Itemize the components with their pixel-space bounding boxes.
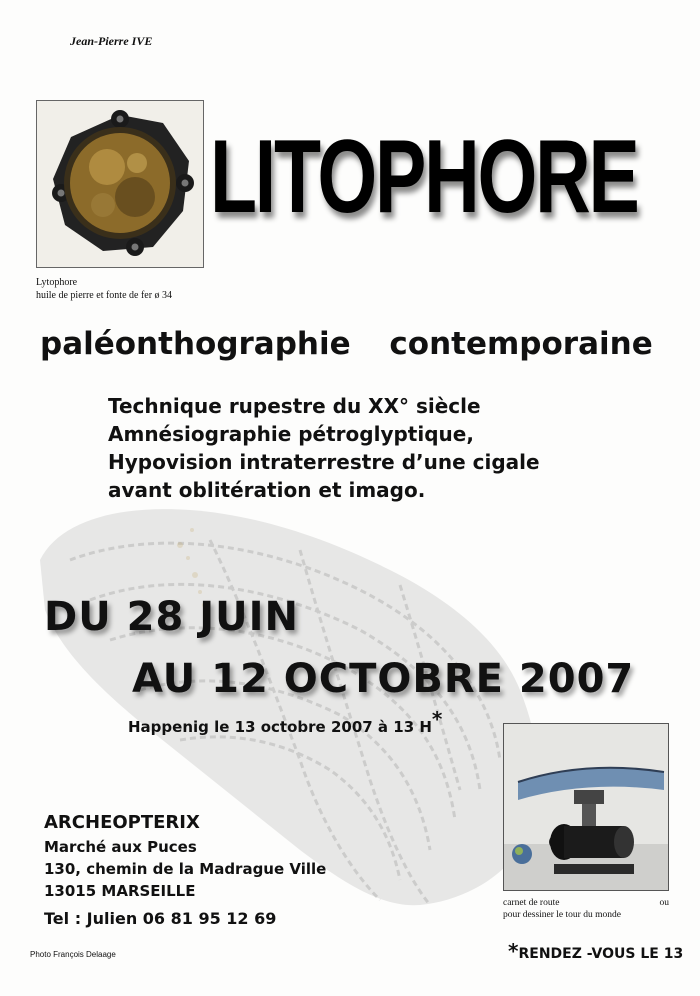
description: [108, 392, 540, 504]
installation-caption-title: carnet de route: [503, 898, 560, 908]
artwork-caption-medium: huile de pierre et fonte de fer ø 34: [36, 290, 173, 301]
venue-block: [44, 810, 326, 932]
date-start: DU 28 JUIN: [44, 594, 299, 640]
happening-asterisk: *: [431, 707, 443, 731]
description-line: Technique rupestre du XX° siècle: [108, 394, 481, 418]
artwork-caption-title: Lytophore: [36, 277, 78, 288]
photo-credit: Photo François Delaage: [30, 950, 116, 959]
installation-caption: [503, 897, 669, 921]
lytophore-image: [37, 101, 203, 267]
rendezvous-asterisk: *: [508, 939, 519, 963]
venue-name: ARCHEOPTERIX: [44, 812, 200, 833]
description-line: Amnésiographie pétroglyptique,: [108, 422, 474, 446]
exhibition-title: LITOPHORE: [210, 119, 638, 235]
artwork-photo: [36, 100, 204, 268]
installation-caption-or: ou: [659, 898, 669, 908]
rendezvous-note: [508, 939, 683, 963]
installation-caption-text: pour dessiner le tour du monde: [503, 910, 621, 920]
venue-address-line: 13015 MARSEILLE: [44, 882, 196, 900]
installation-photo: [503, 723, 669, 891]
happening-note: [128, 707, 443, 736]
carnet-de-route-image: [504, 724, 668, 890]
happening-text: Happenig le 13 octobre 2007 à 13 H: [128, 718, 432, 736]
venue-address-line: Marché aux Puces: [44, 838, 197, 856]
description-line: avant oblitération et imago.: [108, 478, 426, 502]
subtitle-part1: paléonthographie: [40, 326, 351, 362]
description-line: Hypovision intraterrestre d’une cigale: [108, 450, 540, 474]
venue-phone: Tel : Julien 06 81 95 12 69: [44, 909, 277, 928]
subtitle: [40, 326, 653, 362]
artist-name: Jean-Pierre IVE: [70, 34, 153, 48]
date-end: AU 12 OCTOBRE 2007: [132, 656, 635, 702]
venue-address-line: 130, chemin de la Madrague Ville: [44, 860, 327, 878]
subtitle-part2: contemporaine: [389, 326, 653, 362]
rendezvous-text: RENDEZ -VOUS LE 13: [518, 946, 684, 962]
artwork-caption: [36, 276, 172, 302]
